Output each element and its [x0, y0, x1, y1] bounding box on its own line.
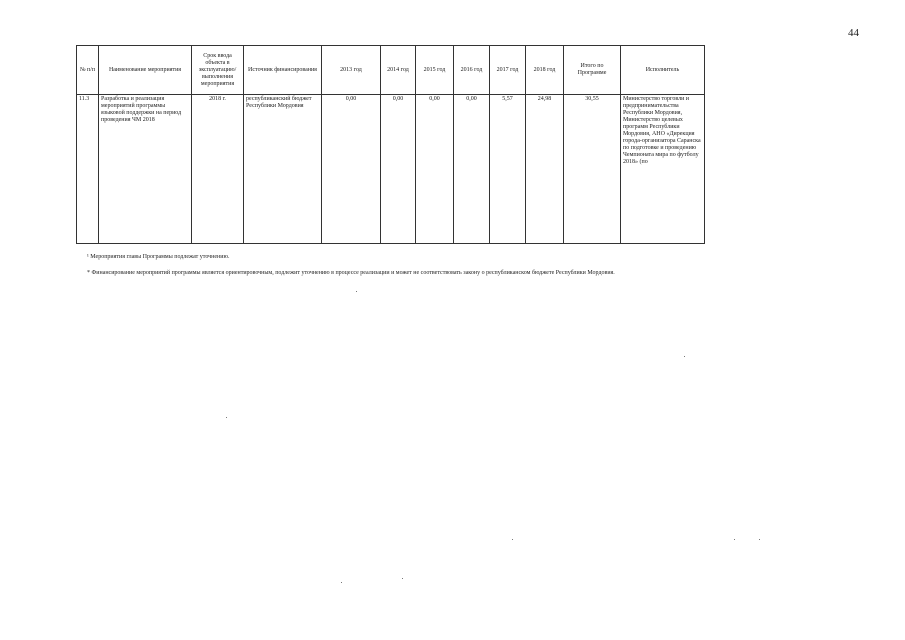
cell-2015: 0,00 [416, 95, 454, 244]
scan-speck [341, 582, 342, 583]
scan-speck [734, 539, 735, 540]
cell-2016: 0,00 [454, 95, 490, 244]
table-header-row [77, 46, 705, 95]
scan-speck [684, 356, 685, 357]
footnote-2: * Финансирование мероприятий программы является ориентировочным, подлежит уточнению в процессе реализации и может не соответствовать закону о республиканском бюджете Республики Мордовия. [87, 270, 615, 276]
col-header-2014: 2014 год [381, 46, 416, 95]
cell-2014: 0,00 [381, 95, 416, 244]
table-row [77, 95, 705, 244]
cell-name: Разработка и реализация мероприятий программы языковой поддержки на период проведения ЧМ 2018 [99, 95, 192, 244]
col-header-total: Итого по Программе [564, 46, 621, 95]
col-header-2018: 2018 год [526, 46, 564, 95]
col-header-2013: 2013 год [322, 46, 381, 95]
col-header-executor: Исполнитель [621, 46, 705, 95]
cell-executor: Министерство торговли и предпринимательства Республики Мордовия, Министерство целевых программ Республики Мордовия, АНО «Дирекция города-организатора Саранска по подготовке и проведению Чемпионата мира по футболу 2018» (по [621, 95, 705, 244]
cell-total: 30,55 [564, 95, 621, 244]
col-header-term: Срок ввода объекта в эксплуатацию/ выполнения мероприятия [192, 46, 244, 95]
col-header-name: Наименование мероприятия [99, 46, 192, 95]
cell-2017: 5,57 [490, 95, 526, 244]
cell-num: 11.3 [77, 95, 99, 244]
footnote-1: ¹ Мероприятия главы Программы подлежат уточнению. [87, 254, 230, 260]
cell-term: 2018 г. [192, 95, 244, 244]
cell-2018: 24,98 [526, 95, 564, 244]
cell-source: республиканский бюджет Республики Мордовия [244, 95, 322, 244]
scan-speck [512, 539, 513, 540]
scan-speck [402, 578, 403, 579]
scan-speck [356, 291, 357, 292]
col-header-2015: 2015 год [416, 46, 454, 95]
cell-2013: 0,00 [322, 95, 381, 244]
page-number: 44 [848, 27, 859, 39]
program-table [76, 45, 705, 244]
scan-speck [759, 539, 760, 540]
col-header-2016: 2016 год [454, 46, 490, 95]
scan-speck [226, 417, 227, 418]
col-header-2017: 2017 год [490, 46, 526, 95]
col-header-num: № п/п [77, 46, 99, 95]
col-header-source: Источник финансирования [244, 46, 322, 95]
